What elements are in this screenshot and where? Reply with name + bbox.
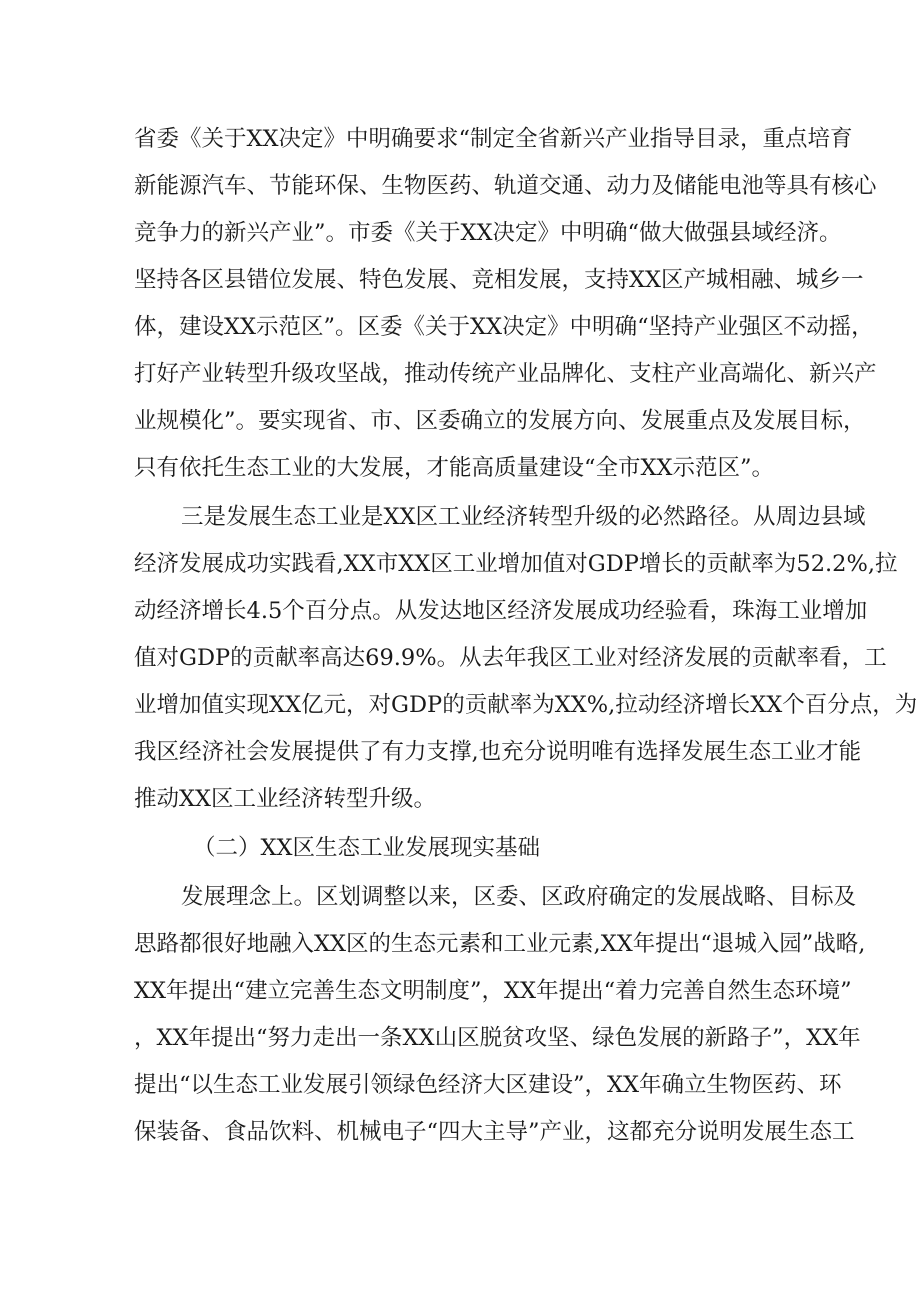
paragraph-1-line-3: 竞争力的新兴产业”。市委《关于XX决定》中明确“做大做强县域经济。 bbox=[134, 220, 842, 246]
section-heading: （二）XX区生态工业发展现实基础 bbox=[193, 835, 541, 861]
paragraph-3-line-6: 保装备、食品饮料、机械电子“四大主导”产业，这都充分说明发展生态工 bbox=[134, 1119, 855, 1145]
paragraph-1-line-2: 新能源汽车、节能环保、生物医药、轨道交通、动力及储能电池等具有核心 bbox=[134, 173, 877, 199]
paragraph-3-line-2: 思路都很好地融入XX区的生态元素和工业元素,XX年提出“退城入园”战略, bbox=[134, 931, 866, 957]
paragraph-2-line-2: 经济发展成功实践看,XX市XX区工业增加值对GDP增长的贡献率为52.2%,拉 bbox=[134, 551, 898, 577]
paragraph-1-line-5: 体，建设XX示范区”。区委《关于XX决定》中明确“坚持产业强区不动摇， bbox=[134, 314, 874, 340]
paragraph-2-line-5: 业增加值实现XX亿元，对GDP的贡献率为XX%,拉动经济增长XX个百分点，为 bbox=[134, 692, 918, 718]
paragraph-1-line-7: 业规模化”。要实现省、市、区委确立的发展方向、发展重点及发展目标， bbox=[134, 408, 866, 434]
paragraph-1-line-4: 坚持各区县错位发展、特色发展、竞相发展，支持XX区产城相融、城乡一 bbox=[134, 267, 864, 293]
paragraph-2-line-6: 我区经济社会发展提供了有力支撑,也充分说明唯有选择发展生态工业才能 bbox=[134, 739, 862, 765]
paragraph-3-line-5: 提出“以生态工业发展引领绿色经济大区建设”，XX年确立生物医药、环 bbox=[134, 1072, 842, 1098]
paragraph-2-line-1: 三是发展生态工业是XX区工业经济转型升级的必然路径。从周边县域 bbox=[181, 504, 866, 530]
paragraph-1-line-6: 打好产业转型升级攻坚战，推动传统产业品牌化、支柱产业高端化、新兴产 bbox=[134, 361, 877, 387]
paragraph-2-line-4: 值对GDP的贡献率高达69.9%。从去年我区工业对经济发展的贡献率看，工 bbox=[134, 645, 887, 671]
paragraph-2-line-7: 推动XX区工业经济转型升级。 bbox=[134, 786, 437, 812]
paragraph-2-line-3: 动经济增长4.5个百分点。从发达地区经济发展成功经验看，珠海工业增加 bbox=[134, 598, 868, 624]
paragraph-1-line-8: 只有依托生态工业的大发展，才能高质量建设“全市XX示范区”。 bbox=[134, 455, 775, 481]
paragraph-1-line-1: 省委《关于XX决定》中明确要求“制定全省新兴产业指导目录，重点培育 bbox=[134, 126, 853, 152]
paragraph-3-line-4: ，XX年提出“努力走出一条XX山区脱贫攻坚、绿色发展的新路子”，XX年 bbox=[134, 1025, 861, 1051]
paragraph-3-line-3: XX年提出“建立完善生态文明制度”，XX年提出“着力完善自然生态环境” bbox=[134, 978, 852, 1004]
paragraph-3-line-1: 发展理念上。区划调整以来，区委、区政府确定的发展战略、目标及 bbox=[181, 884, 857, 910]
